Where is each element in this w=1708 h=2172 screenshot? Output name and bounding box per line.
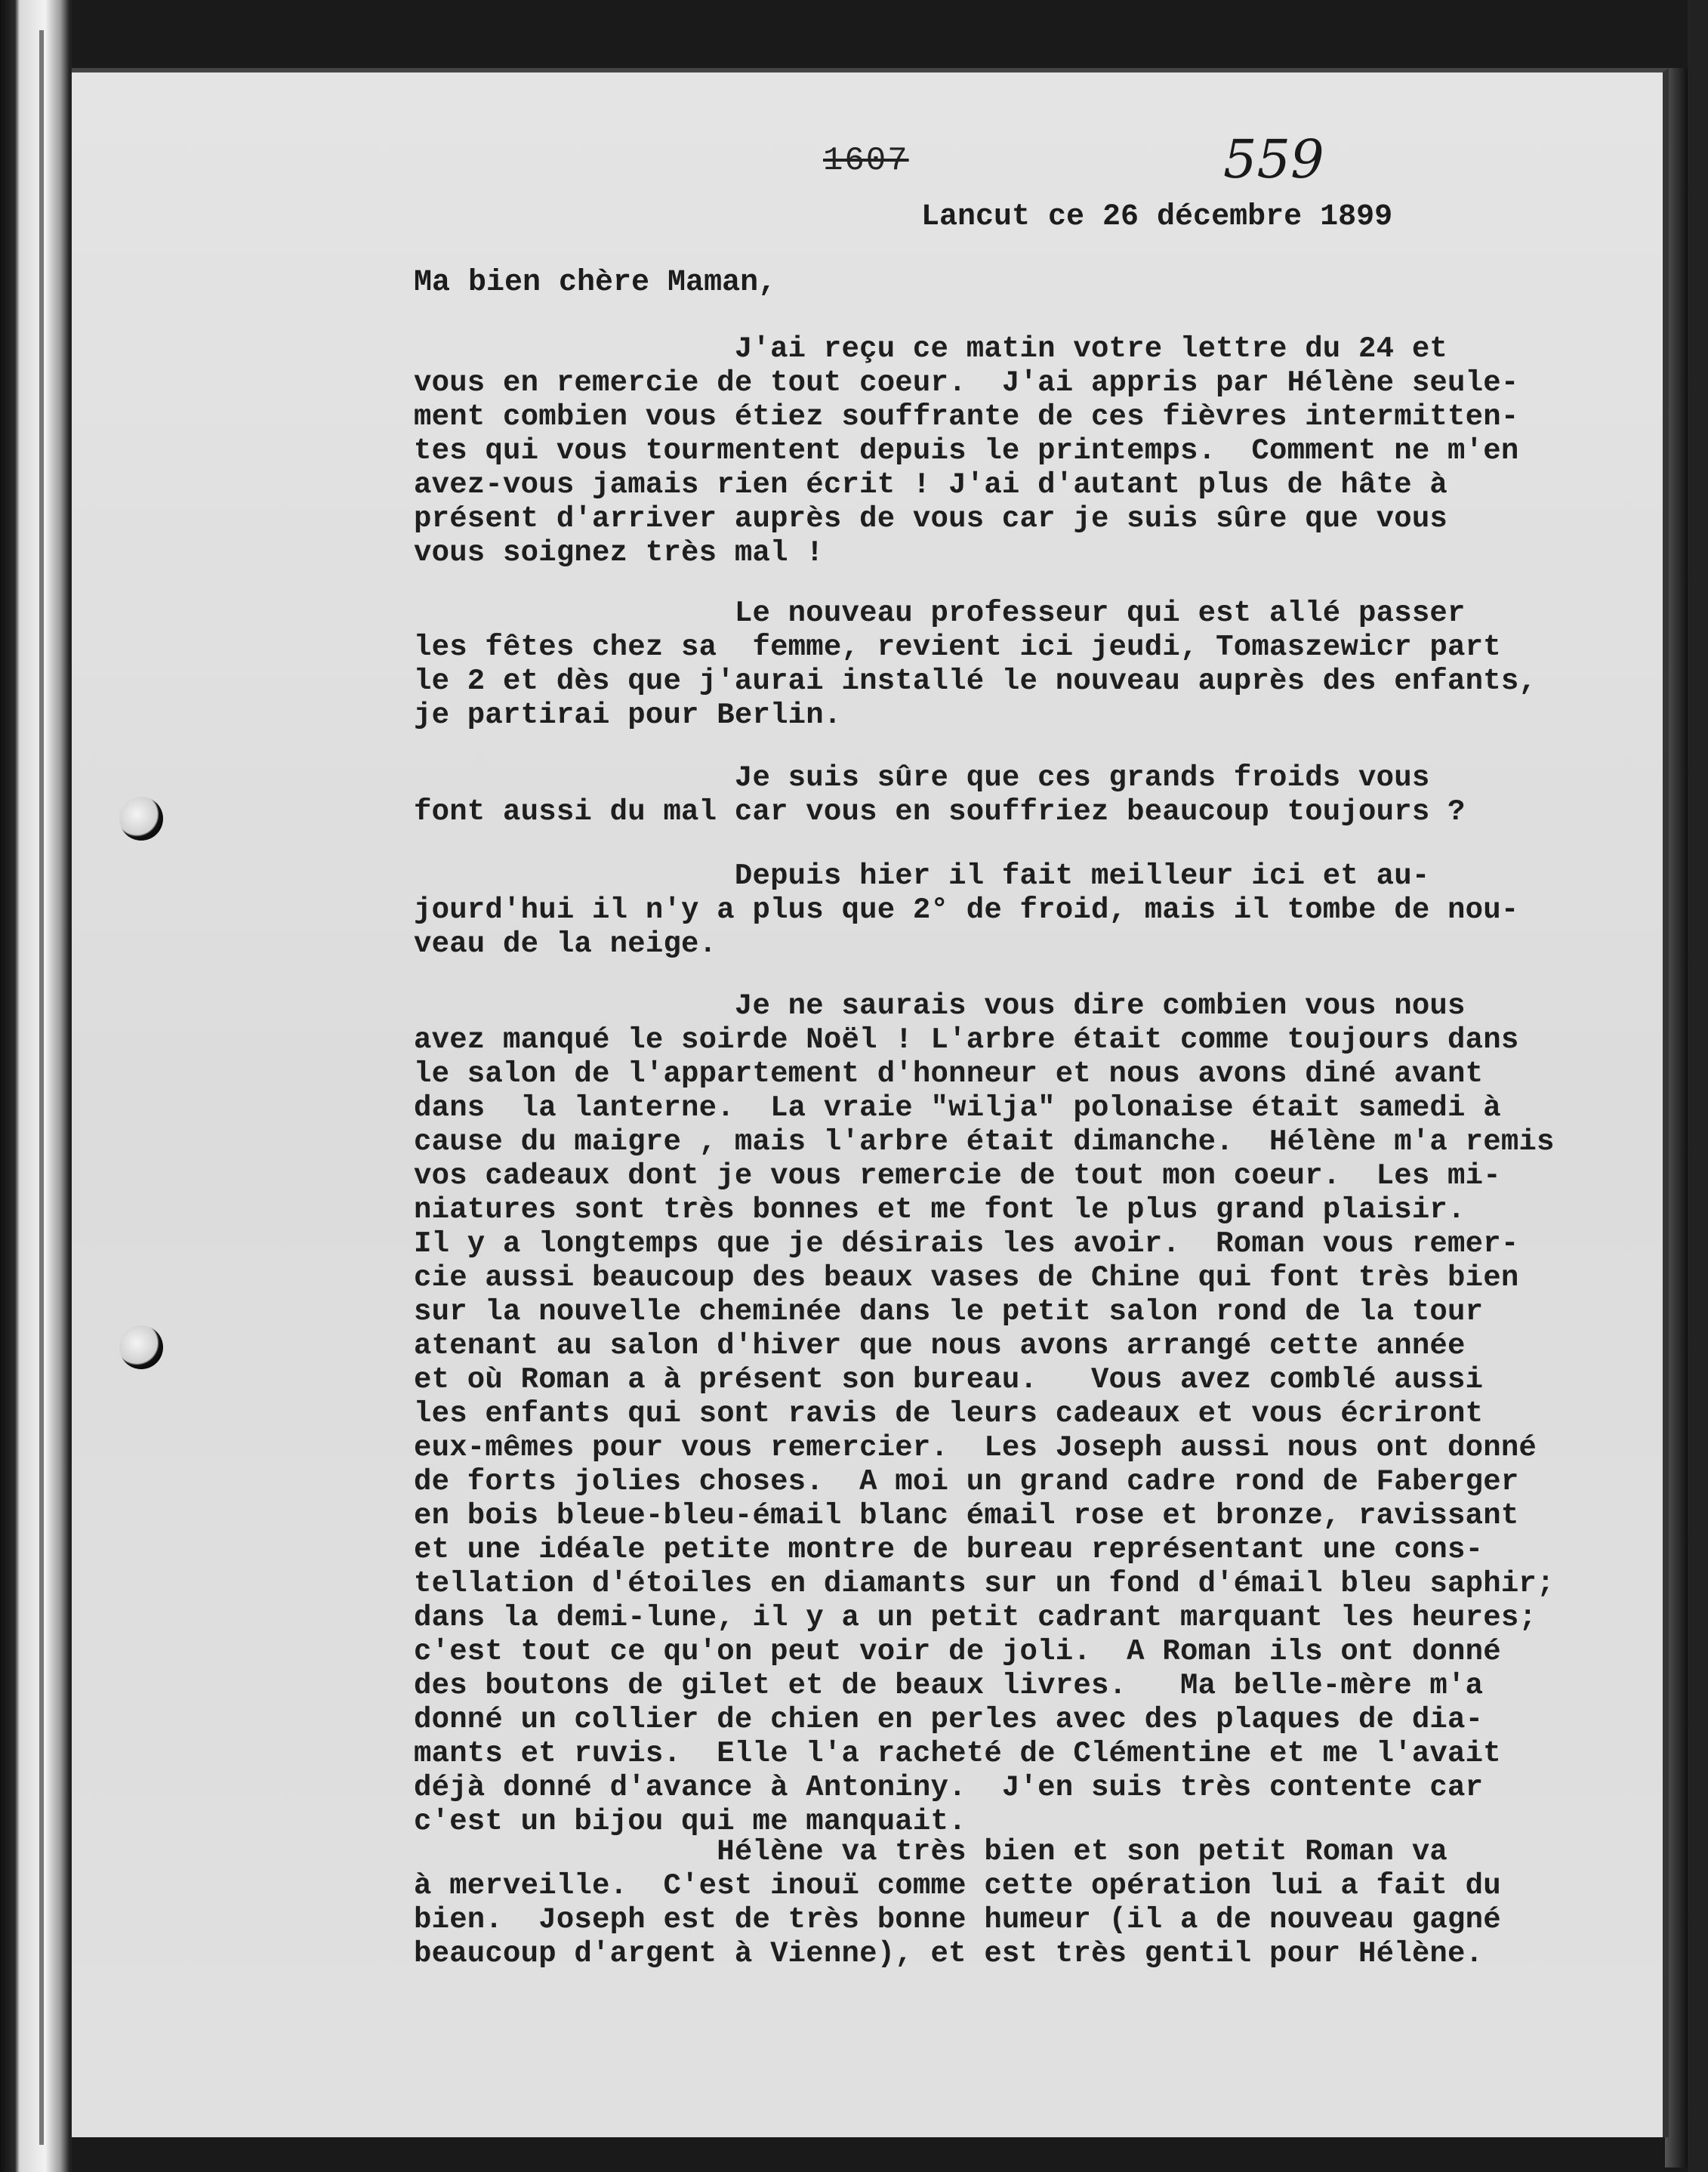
paragraph-4: Depuis hier il fait meilleur ici et au- jourd'hui il n'y a plus que 2° de froid, mais il tombe de nou- veau de la neige. xyxy=(414,859,1519,961)
paragraph-3: Je suis sûre que ces grands froids vous font aussi du mal car vous en souffriez beaucoup toujours ? xyxy=(414,761,1466,828)
paragraph-1: J'ai reçu ce matin votre lettre du 24 et vous en remercie de tout coeur. J'ai appris par Hélène seule- ment combien vous étiez souffrante de ces fièvres intermitten- tes qui vous tourmentent depuis le printemps. Comment ne m'en avez-vous jamais rien écrit ! J'ai d'autant plus de hâte à présent d'arriver auprès de vous car je suis sûre que vous vous soignez très mal ! xyxy=(414,332,1519,569)
paragraph-5: Je ne saurais vous dire combien vous nous avez manqué le soirde Noël ! L'arbre était comme toujours dans le salon de l'appartement d'honneur et nous avons diné avant dans la lanterne. La vraie "wilja" polonaise était samedi à cause du maigre , mais l'arbre était dimanche. Hélène m'a remis vos cadeaux dont je vous remercie de tout mon coeur. Les mi- niatures sont très bonnes et me font le plus grand plaisir. Il y a longtemps que je désirais les avoir. Roman vous remer- cie aussi beaucoup des beaux vases de Chine qui font très bien sur la nouvelle cheminée dans le petit salon rond de la tour atenant au salon d'hiver que nous avons arrangé cette année et où Roman a à présent son bureau. Vous avez comblé aussi les enfants qui sont ravis de leurs cadeaux et vous écriront eux-mêmes pour vous remercier. Les Joseph aussi nous ont donné de forts jolies choses. A moi un grand cadre rond de Faberger en bois bleue-bleu-émail blanc émail rose et bronze, ravissant et une idéale petite montre de bureau représentant une cons- tellation d'étoiles en diamants sur un fond d'émail bleu saphir; dans la demi-lune, il y a un petit cadrant marquant les heures; c'est tout ce qu'on peut voir de joli. A Roman ils ont donné des boutons de gilet et de beaux livres. Ma belle-mère m'a donné un collier de chien en perles avec des plaques de dia- mants et ruvis. Elle l'a racheté de Clémentine et me l'avait déjà donné d'avance à Antoniny. J'en suis très contente car c'est un bijou qui me manquait. xyxy=(414,989,1555,1838)
salutation: Ma bien chère Maman, xyxy=(414,266,777,300)
binder-spine-line xyxy=(39,30,44,2145)
punch-hole-lower xyxy=(119,1325,163,1369)
paragraph-6: Hélène va très bien et son petit Roman va à merveille. C'est inouï comme cette opération lui a fait du bien. Joseph est de très bonne humeur (il a de nouveau gagné beaucoup d'argent à Vienne), et est très gentil pour Hélène. xyxy=(414,1835,1501,1970)
date-line: Lancut ce 26 décembre 1899 xyxy=(921,200,1393,234)
scan-right-edge xyxy=(1688,0,1708,2172)
punch-hole-upper xyxy=(119,797,163,841)
paragraph-2: Le nouveau professeur qui est allé passer les fêtes chez sa femme, revient ici jeudi, Tomaszewicr part le 2 et dès que j'aurai installé le nouveau auprès des enfants, je partirai pour Berlin. xyxy=(414,597,1537,732)
handwritten-page-number: 559 xyxy=(1223,128,1324,190)
binder-edge xyxy=(0,0,72,2172)
struck-archive-number: 1607 xyxy=(823,142,909,180)
